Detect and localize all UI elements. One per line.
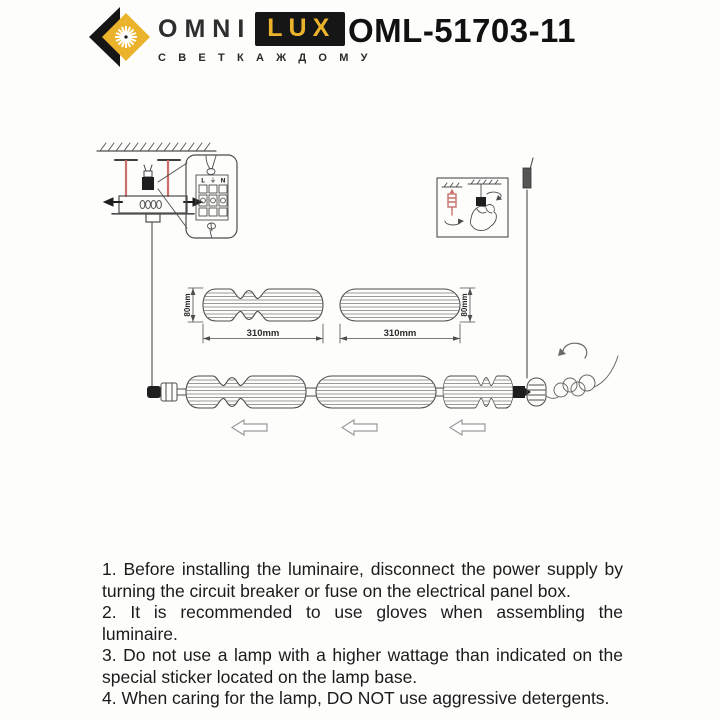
instruction-item-2: 2. It is recommended to use gloves when assembling the luminaire. [102,602,623,644]
bar-segment-sculpted-1 [186,376,306,408]
slide-arrow-2 [342,420,377,435]
brand-lux: LUX [267,14,336,42]
slide-arrows [232,420,485,435]
coiled-cord [546,356,618,398]
terminal-label-earth: ⏚ [209,177,217,185]
lamp-assembly [147,343,618,408]
instruction-item-4: 4. When caring for the lamp, DO NOT use aggressive detergents. [102,688,610,708]
model-number: OML-51703-11 [348,12,576,49]
wire-connector-block [142,165,154,190]
hand-outline [470,205,496,231]
connector-right [513,386,525,398]
dim-width-b: 310mm [383,328,417,339]
instruction-item-3: 3. Do not use a lamp with a higher wattage than indicated on the special sticker located on the lamp base. [102,645,623,687]
mounting-detail-callout [437,178,508,237]
segment-capsule-ref [340,289,460,321]
suspension-wire-right [523,158,533,378]
brand-omni: OMNI [158,14,252,43]
end-cap-left [147,386,161,398]
dim-height-b: 80mm [460,293,469,317]
brand-tagline: С В Е Т К А Ж Д О М У [158,52,373,64]
terminal-label-neutral: N [220,177,226,185]
bar-segment-sculpted-2 [443,376,513,408]
instruction-item-1: 1. Before installing the luminaire, disconnect the power supply by turning the circuit breaker or fuse on the electrical panel box. [102,559,623,601]
terminal-label-live: L [201,177,205,185]
canopy [112,196,194,222]
ceiling-mount-diagram [97,143,216,386]
ceiling-hatch [97,143,216,151]
anchor-screw-red [448,190,456,216]
instructions-block [102,559,623,710]
rotate-arrow [558,343,587,358]
size-reference [183,288,475,343]
segment-sculpted-ref [203,289,323,321]
slide-arrow-3 [450,420,485,435]
slide-arrow-1 [232,420,267,435]
dim-width-a: 310mm [246,328,280,339]
bar-segment-capsule [316,376,436,408]
dim-height-a: 80mm [183,293,192,317]
terminal-block [199,185,227,216]
